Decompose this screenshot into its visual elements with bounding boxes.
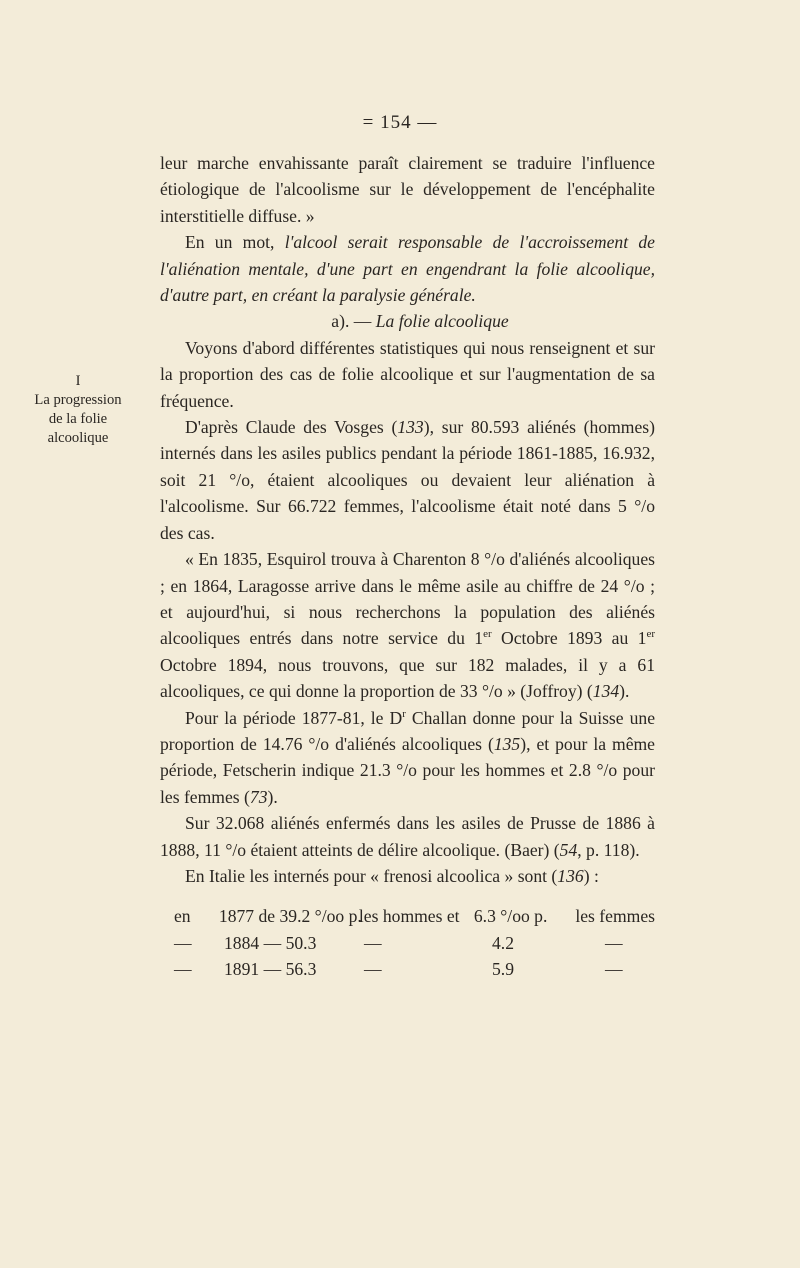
- page-number: = 154 —: [362, 112, 438, 133]
- section-label: a). —: [331, 311, 376, 332]
- p2-lead: En un mot,: [185, 232, 285, 253]
- table-row: [160, 903, 655, 929]
- table-cell: 1884 — 50.3: [224, 932, 317, 953]
- p8-text-a: En Italie les internés pour « frenosi alcoolica » sont (: [185, 865, 558, 886]
- reference: 133: [397, 417, 424, 438]
- table-cell: 1877 de 39.2 °/oo p.: [218, 906, 362, 927]
- table-cell: —: [364, 959, 382, 980]
- p4-text-b: ), sur 80.593 aliénés (hommes) internés dans les asiles publics pendant la période 1861-1885, 16.932, soit 21 °/o, étaient alcooliques ou devaient leur aliénation à l'alcoolisme. Sur 66.722 femmes, l'alcoolisme était noté dans 5 °/o des cas.: [160, 417, 656, 543]
- superscript: er: [646, 628, 655, 641]
- main-text: [160, 150, 655, 983]
- table-cell: les femmes: [575, 906, 655, 927]
- margin-line-2: de la folie: [48, 411, 108, 427]
- paragraph-4: [160, 414, 655, 546]
- table-row: [160, 930, 655, 956]
- p7-text-a: Sur 32.068 aliénés enfermés dans les asiles de Prusse de 1886 à 1888, 11 °/o étaient atteints de délire alcoolique. (Baer) (: [160, 813, 655, 860]
- reference: 135: [493, 733, 521, 754]
- p5-text-a: « En 1835, Esquirol trouva à Charenton 8 °/o d'aliénés alcooliques ; en 1864, Laragosse arrive dans le même asile au chiffre de 24 °/o ; et aujourd'hui, si nous recherchons la population des aliénés alcooliques entrés dans notre service du 1: [160, 549, 655, 649]
- paragraph-6: [160, 705, 655, 811]
- margin-line-3: alcoolique: [47, 430, 109, 446]
- reference: 134: [592, 681, 620, 702]
- paragraph-1: leur marche envahissante paraît clairement se traduire l'influence étiologique de l'alcoolisme sur le développement de l'encéphalite interstitielle diffuse. »: [160, 153, 655, 226]
- p7-text-b: , p. 118).: [577, 839, 640, 860]
- paragraph-2: [160, 229, 655, 308]
- table-cell: en: [174, 906, 191, 927]
- p6-text-a: Pour la période 1877-81, le D: [185, 707, 403, 728]
- p2-italic: l'alcool serait responsable de l'accroissement de l'aliénation mentale, d'une part en engendrant la folie alcoolique, d'autre part, en créant la paralysie générale.: [160, 232, 655, 306]
- table-cell: les hommes et: [358, 906, 460, 927]
- margin-line-1: La progression: [34, 392, 122, 408]
- statistics-table: [160, 903, 655, 982]
- table-cell: —: [605, 959, 623, 980]
- paragraph-5: [160, 546, 655, 704]
- table-cell: —: [364, 932, 382, 953]
- paragraph-8: [160, 863, 655, 889]
- margin-note: [22, 372, 134, 448]
- p4-text-a: D'après Claude des Vosges (: [185, 417, 398, 438]
- table-cell: 4.2: [492, 932, 514, 953]
- p8-text-b: ) :: [583, 865, 599, 886]
- p6-text-c: ), et pour la même période, Fetscherin indique 21.3 °/o pour les hommes et 2.8 °/o pour les femmes (: [160, 733, 655, 807]
- p6-text-d: ).: [267, 786, 278, 807]
- reference: 54: [559, 839, 578, 860]
- table-row: [160, 956, 655, 982]
- table-cell: —: [605, 932, 623, 953]
- p5-text-d: ).: [619, 681, 630, 702]
- table-cell: —: [174, 959, 192, 980]
- section-heading: [160, 308, 655, 334]
- p5-text-b: Octobre 1893 au 1: [491, 628, 647, 649]
- table-cell: 5.9: [492, 959, 514, 980]
- reference: 73: [249, 786, 268, 807]
- reference: 136: [557, 865, 584, 886]
- p6-text-b: Challan donne pour la Suisse une proportion de 14.76 °/o d'aliénés alcooliques (: [160, 707, 655, 754]
- superscript: r: [402, 707, 406, 720]
- table-cell: 1891 — 56.3: [224, 959, 317, 980]
- margin-numeral: I: [75, 373, 81, 389]
- table-cell: 6.3 °/oo p.: [473, 906, 548, 927]
- section-title: La folie alcoolique: [375, 311, 509, 332]
- p5-text-c: Octobre 1894, nous trouvons, que sur 182 malades, il y a 61 alcooliques, ce qui donne la proportion de 33 °/o » (Joffroy) (: [160, 654, 655, 702]
- table-cell: —: [174, 932, 192, 953]
- paragraph-3: Voyons d'abord différentes statistiques qui nous renseignent et sur la proportion des cas de folie alcoolique et sur l'augmentation de sa fréquence.: [160, 337, 655, 411]
- paragraph-7: [160, 810, 655, 863]
- superscript: er: [483, 628, 492, 641]
